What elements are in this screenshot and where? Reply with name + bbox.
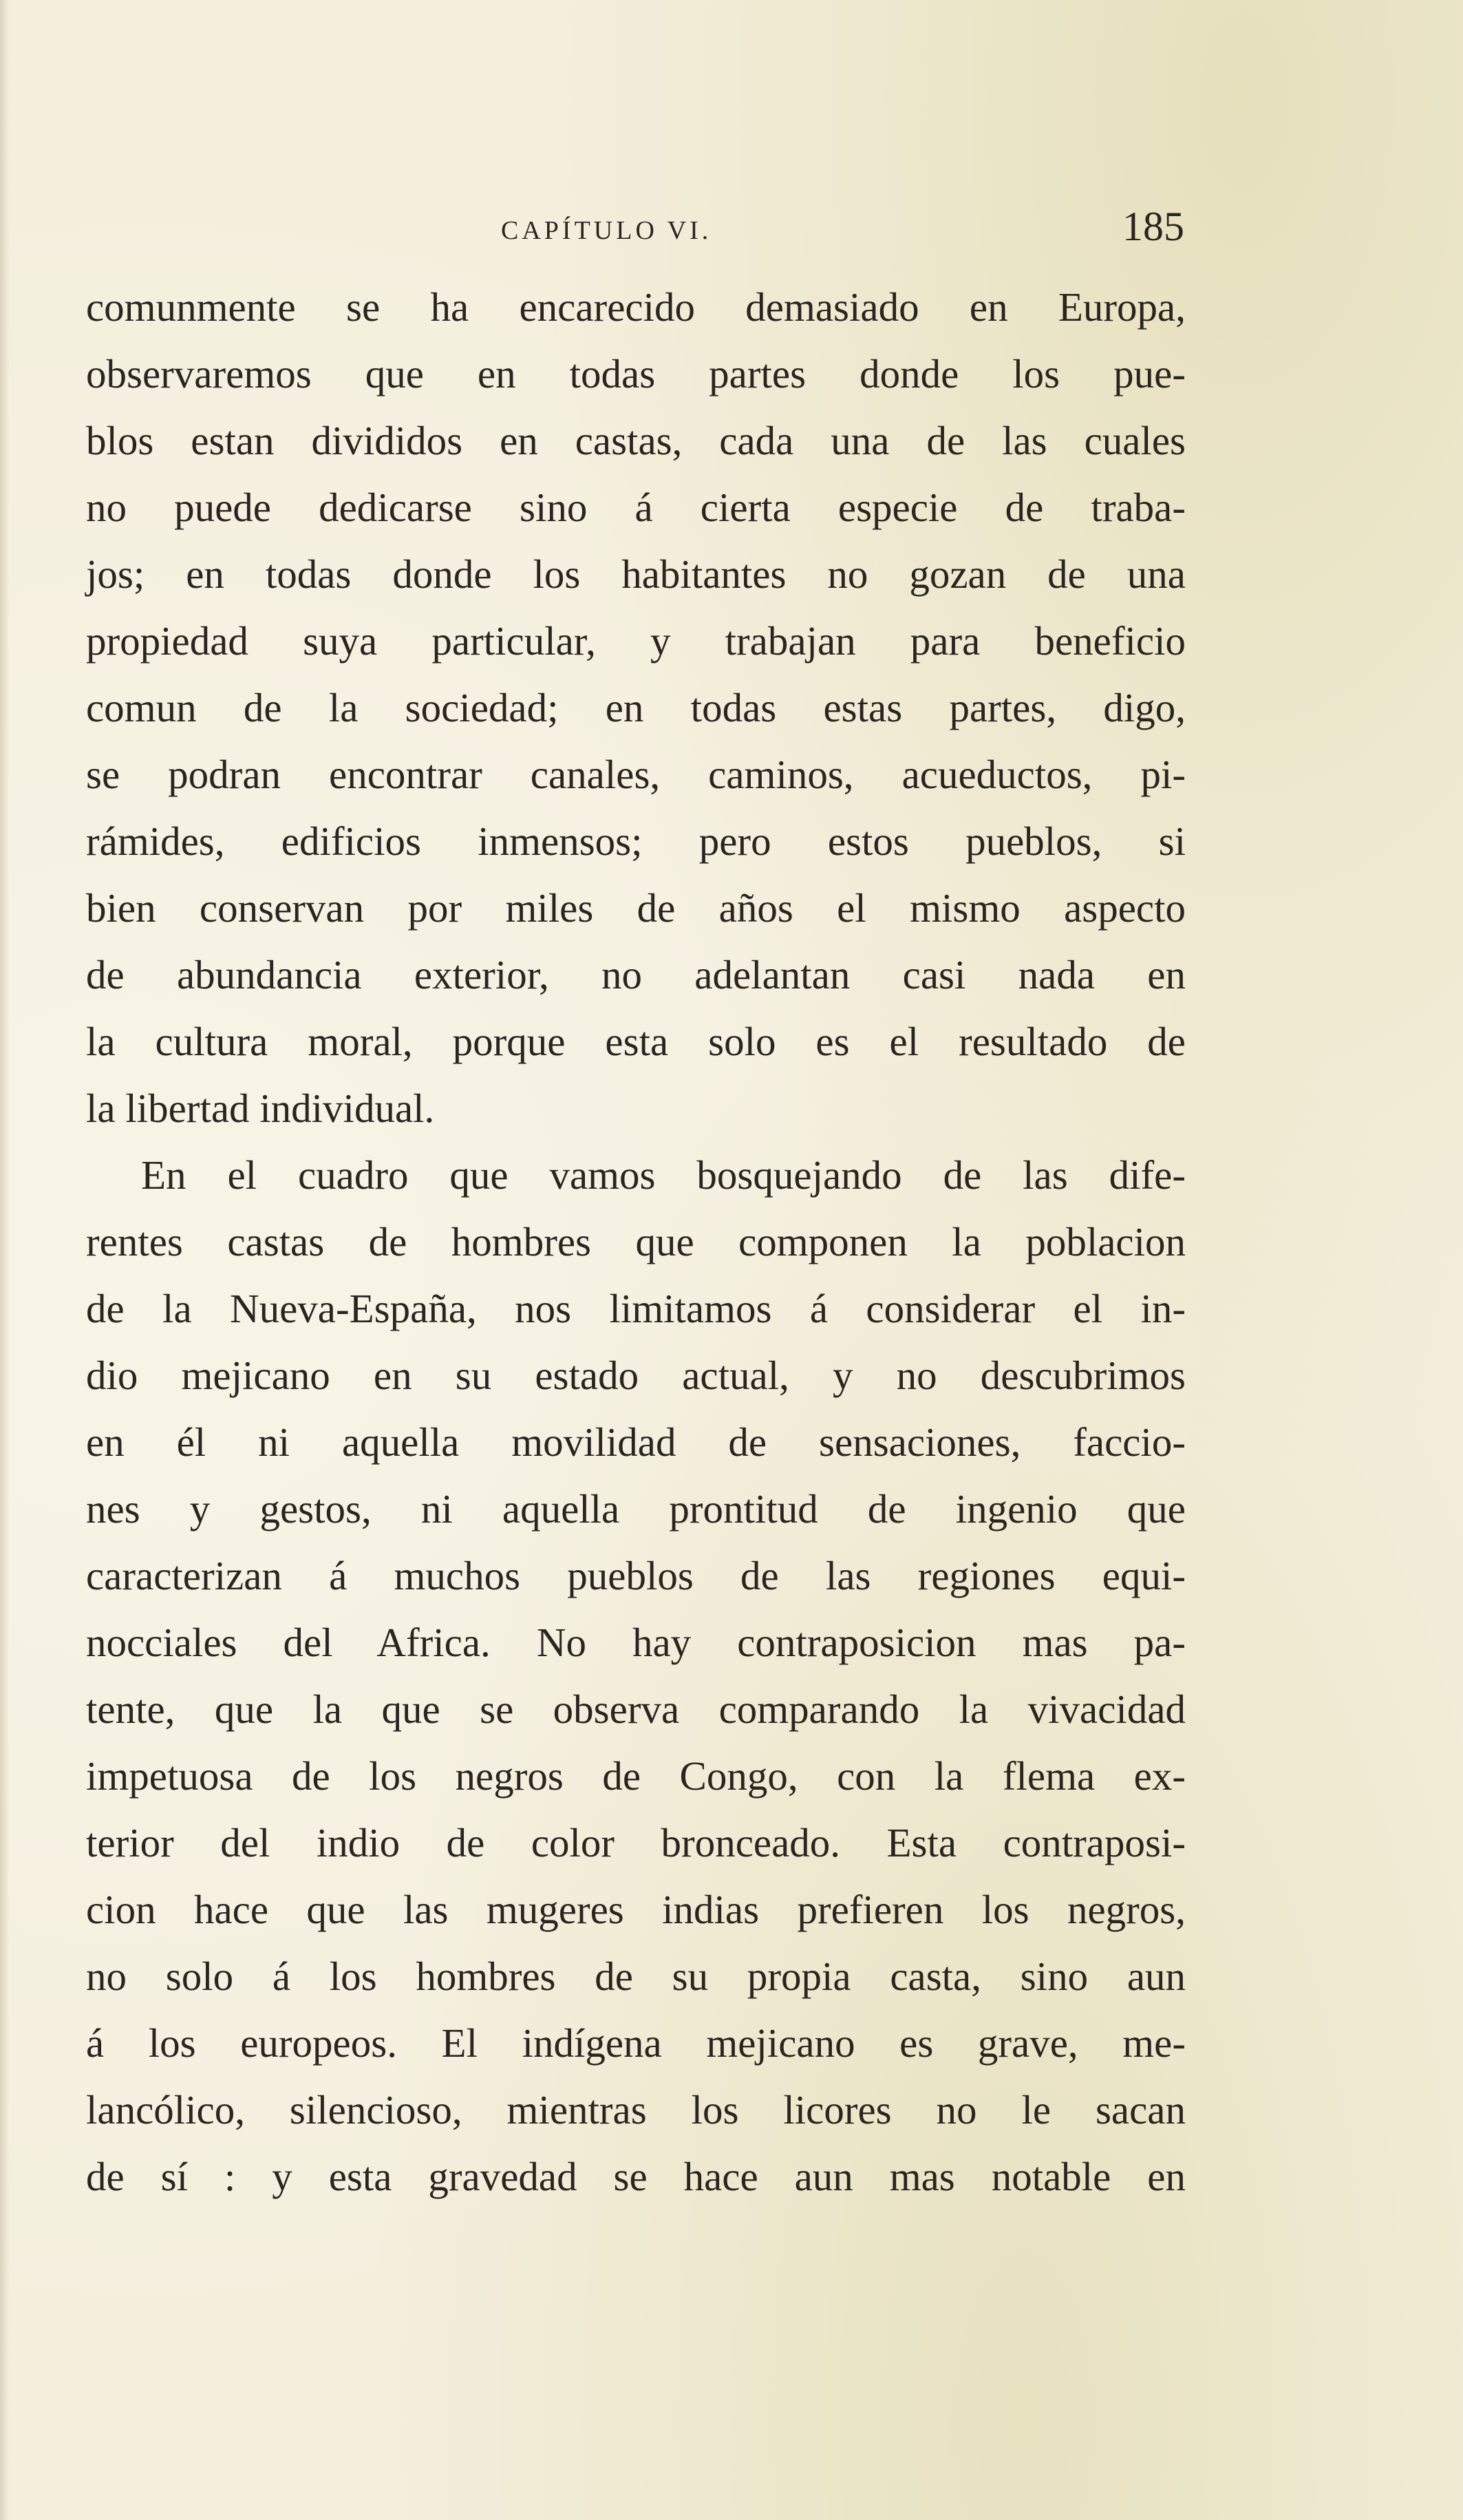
text-line: se podran encontrar canales, caminos, acueductos, pi- — [86, 752, 1186, 797]
text-line: tente, que la que se observa comparando la vivacidad — [86, 1686, 1186, 1732]
text-line: cion hace que las mugeres indias prefieren los negros, — [86, 1887, 1186, 1932]
text-line: de la Nueva-España, nos limitamos á considerar el in- — [86, 1286, 1186, 1331]
text-line: nes y gestos, ni aquella prontitud de ingenio que — [86, 1486, 1186, 1532]
text-line: rentes castas de hombres que componen la poblacion — [86, 1219, 1186, 1264]
body-text — [86, 274, 1186, 2210]
text-line: no puede dedicarse sino á cierta especie de traba- — [86, 485, 1186, 530]
text-line: de sí : y esta gravedad se hace aun mas notable en — [86, 2154, 1186, 2199]
text-line: nocciales del Africa. No hay contraposicion mas pa- — [86, 1620, 1186, 1665]
text-line: blos estan divididos en castas, cada una de las cuales — [86, 418, 1186, 463]
running-head — [0, 196, 1463, 265]
text-line: comun de la sociedad; en todas estas partes, digo, — [86, 685, 1186, 730]
paragraph-start-line: En el cuadro que vamos bosquejando de las dife- — [141, 1152, 1186, 1198]
text-line: á los europeos. El indígena mejicano es grave, me- — [86, 2020, 1186, 2066]
text-line: impetuosa de los negros de Congo, con la flema ex- — [86, 1753, 1186, 1799]
text-line: de abundancia exterior, no adelantan casi nada en — [86, 952, 1186, 997]
text-line: terior del indio de color bronceado. Esta contraposi- — [86, 1820, 1186, 1865]
text-line: rámides, edificios inmensos; pero estos pueblos, si — [86, 818, 1186, 864]
text-line: no solo á los hombres de su propia casta, sino aun — [86, 1953, 1186, 1999]
text-line: caracterizan á muchos pueblos de las regiones equi- — [86, 1553, 1186, 1598]
text-line: propiedad suya particular, y trabajan para beneficio — [86, 618, 1186, 664]
paragraph-end-line: la libertad individual. — [86, 1086, 435, 1131]
text-line: dio mejicano en su estado actual, y no descubrimos — [86, 1353, 1186, 1398]
text-line: bien conservan por miles de años el mismo aspecto — [86, 885, 1186, 931]
text-line: en él ni aquella movilidad de sensaciones, faccio- — [86, 1419, 1186, 1465]
text-line: comunmente se ha encarecido demasiado en Europa, — [86, 284, 1186, 330]
text-line: lancólico, silencioso, mientras los licores no le sacan — [86, 2087, 1186, 2132]
page-number: 185 — [1122, 204, 1184, 249]
chapter-title: CAPÍTULO VI. — [501, 216, 712, 245]
text-line: la cultura moral, porque esta solo es el resultado de — [86, 1019, 1186, 1064]
text-line: jos; en todas donde los habitantes no gozan de una — [86, 551, 1186, 597]
text-line: observaremos que en todas partes donde los pue- — [86, 351, 1186, 396]
page-edge-shadow — [0, 0, 10, 2520]
